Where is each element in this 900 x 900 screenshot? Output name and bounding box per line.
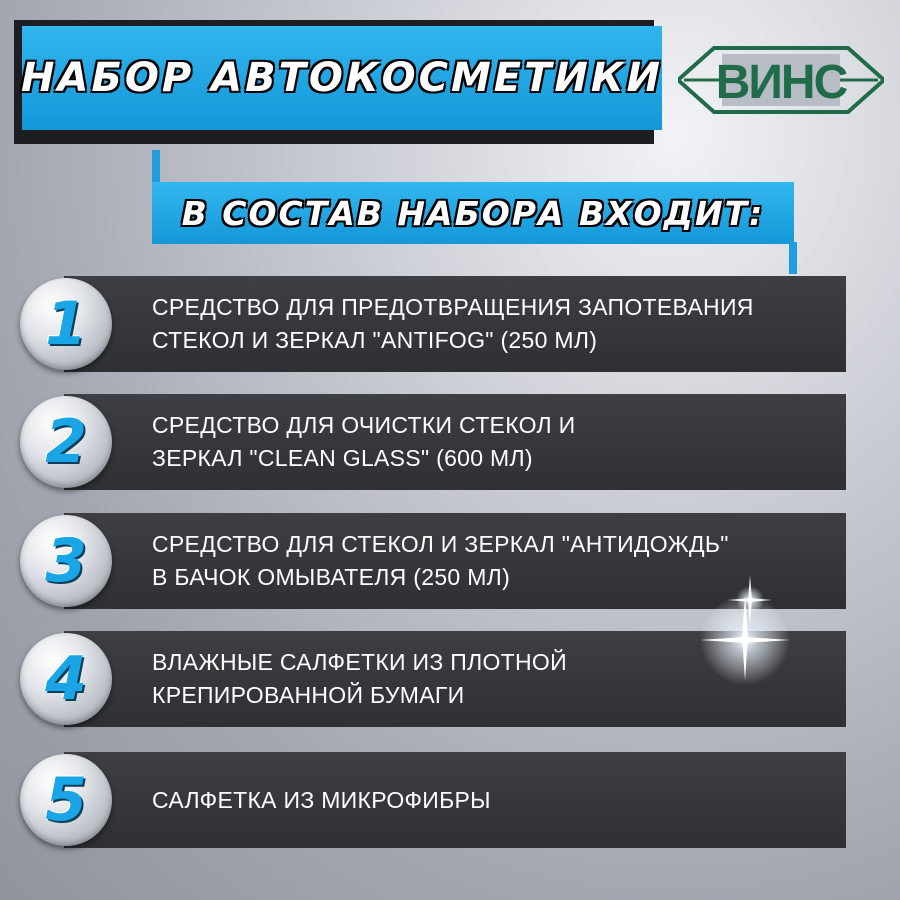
brand-logo — [678, 40, 884, 120]
item-text: СРЕДСТВО ДЛЯ ПРЕДОТВРАЩЕНИЯ ЗАПОТЕВАНИЯ СТЕКОЛ И ЗЕРКАЛ "ANTIFOG" (250 МЛ) — [152, 294, 754, 353]
item-text: СРЕДСТВО ДЛЯ СТЕКОЛ И ЗЕРКАЛ "АНТИДОЖДЬ" В БАЧОК ОМЫВАТЕЛЯ (250 МЛ) — [152, 531, 729, 590]
subtitle-banner — [152, 182, 794, 244]
list-item-2 — [0, 394, 900, 490]
title-banner — [22, 26, 662, 130]
list-item-5 — [0, 752, 900, 848]
badge-number: 2 — [45, 407, 87, 477]
number-badge — [20, 396, 112, 488]
number-badge — [20, 754, 112, 846]
item-text: СРЕДСТВО ДЛЯ ОЧИСТКИ СТЕКОЛ И ЗЕРКАЛ "CLEAN GLASS" (600 МЛ) — [152, 412, 576, 471]
badge-number: 5 — [45, 765, 87, 835]
subtitle: В СОСТАВ НАБОРА ВХОДИТ: — [181, 193, 765, 233]
page-title: НАБОР АВТОКОСМЕТИКИ — [20, 55, 664, 101]
item-text: ВЛАЖНЫЕ САЛФЕТКИ ИЗ ПЛОТНОЙ КРЕПИРОВАННОЙ БУМАГИ — [152, 649, 567, 708]
logo-text: ВИНС — [715, 56, 847, 109]
number-badge — [20, 515, 112, 607]
list-item-3 — [0, 513, 900, 609]
badge-number: 4 — [45, 644, 87, 714]
list-item-4 — [0, 631, 900, 727]
badge-number: 1 — [45, 289, 87, 359]
item-text: САЛФЕТКА ИЗ МИКРОФИБРЫ — [152, 786, 491, 813]
badge-number: 3 — [45, 526, 87, 596]
number-badge — [20, 278, 112, 370]
list-item-1 — [0, 276, 900, 372]
connector-line-bottom — [789, 242, 797, 274]
number-badge — [20, 633, 112, 725]
